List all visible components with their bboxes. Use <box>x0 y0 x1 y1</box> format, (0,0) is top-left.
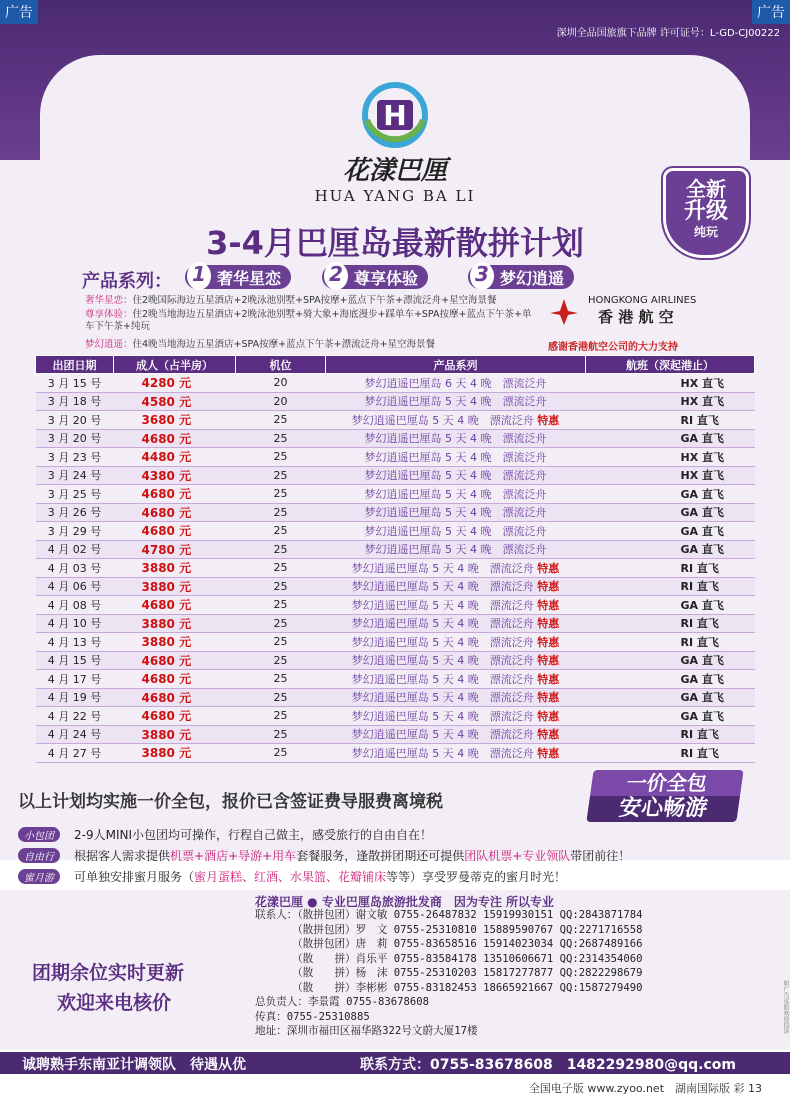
service-tag-1: 小包团 <box>18 827 60 842</box>
cell-price: 4680 元 <box>114 503 236 522</box>
allin-logo-line-2: 安心畅游 <box>586 796 740 822</box>
cell-seats: 25 <box>236 411 326 430</box>
special-tag: 特惠 <box>537 413 560 427</box>
series-num-3: 3 <box>470 262 494 290</box>
cell-seats: 25 <box>236 429 326 448</box>
cell-price: 4780 元 <box>114 540 236 559</box>
special-tag: 特惠 <box>537 672 560 686</box>
cell-seats: 25 <box>236 688 326 707</box>
cell-date: 3 月 23 号 <box>36 448 114 467</box>
table-row <box>36 522 755 541</box>
service-tag-3: 蜜月游 <box>18 869 60 884</box>
cell-price: 4680 元 <box>114 429 236 448</box>
left-slogan-1: 团期余位实时更新 <box>32 962 185 984</box>
cell-flight: RI 直飞 <box>586 744 755 763</box>
col-date: 出团日期 <box>36 356 114 374</box>
table-row <box>36 540 755 559</box>
cell-date: 4 月 15 号 <box>36 651 114 670</box>
series-desc-3: 梦幻逍遥：住4晚当地海边五星酒店+SPA按摩+蓝点下午茶+漂流泛舟+星空海景餐 <box>85 339 436 350</box>
badge-line-1: 全新 <box>686 177 726 201</box>
cell-price: 3880 元 <box>114 725 236 744</box>
cell-price: 3880 元 <box>114 577 236 596</box>
cell-date: 4 月 10 号 <box>36 614 114 633</box>
table-row <box>36 559 755 578</box>
brand-name-en: HUA YANG BA LI <box>314 187 476 205</box>
cell-date: 4 月 13 号 <box>36 633 114 652</box>
cell-date: 3 月 26 号 <box>36 503 114 522</box>
contact-line: 传真：0755-25310885 <box>255 1010 370 1023</box>
footer-contact: 联系方式：0755-83678608 1482292980@qq.com <box>360 1057 736 1073</box>
special-tag: 特惠 <box>537 598 560 612</box>
cell-price: 4680 元 <box>114 596 236 615</box>
series-name-2: 尊享体验 <box>354 269 419 288</box>
series-name-1: 奢华星恋 <box>217 269 282 288</box>
service-tag-2: 自由行 <box>18 848 60 863</box>
col-price: 成人（占半房） <box>114 356 236 374</box>
ad-label-left: 广告 <box>0 0 38 24</box>
cell-flight: RI 直飞 <box>586 633 755 652</box>
cell-date: 4 月 03 号 <box>36 559 114 578</box>
special-tag: 特惠 <box>537 691 560 705</box>
cell-product: 梦幻逍遥巴厘岛 5 天 4 晚 漂流泛舟 <box>326 429 586 448</box>
cell-date: 3 月 29 号 <box>36 522 114 541</box>
brand-name-cn: 花漾巴厘 <box>342 156 447 186</box>
page-title: 3-4月巴厘岛最新散拼计划 <box>206 224 584 262</box>
cell-price: 4680 元 <box>114 522 236 541</box>
table-row <box>36 614 755 633</box>
cell-date: 3 月 24 号 <box>36 466 114 485</box>
cell-seats: 25 <box>236 522 326 541</box>
cell-date: 4 月 19 号 <box>36 688 114 707</box>
contact-line: 总负责人：李景霞 0755-83678608 <box>255 996 430 1008</box>
logo-letter: H <box>383 99 407 132</box>
cell-flight: RI 直飞 <box>586 725 755 744</box>
cell-flight: RI 直飞 <box>586 559 755 578</box>
cell-seats: 25 <box>236 540 326 559</box>
table-row <box>36 596 755 615</box>
series-pill-2 <box>322 262 428 289</box>
table-row <box>36 670 755 689</box>
cell-flight: GA 直飞 <box>586 651 755 670</box>
cell-product: 梦幻逍遥巴厘岛 5 天 4 晚 漂流泛舟 特惠 <box>326 633 586 652</box>
left-slogan <box>32 958 184 1018</box>
cell-product: 梦幻逍遥巴厘岛 5 天 4 晚 漂流泛舟 特惠 <box>326 614 586 633</box>
cell-price: 4680 元 <box>114 707 236 726</box>
cell-seats: 25 <box>236 485 326 504</box>
allin-logo-line-1: 一价全包 <box>590 770 744 796</box>
cell-product: 梦幻逍遥巴厘岛 5 天 4 晚 漂流泛舟 特惠 <box>326 411 586 430</box>
cell-seats: 25 <box>236 707 326 726</box>
all-inclusive-note: 以上计划均实施一价全包，报价已含签证费导服费离境税 <box>18 792 443 812</box>
contact-line: （散 拼）杨 沫 0755-25310203 15817277877 QQ:2822298679 <box>255 967 643 979</box>
contact-list <box>255 908 643 1039</box>
cell-flight: HX 直飞 <box>586 392 755 411</box>
cell-price: 4680 元 <box>114 485 236 504</box>
series-num-2: 2 <box>324 262 348 290</box>
cell-product: 梦幻逍遥巴厘岛 5 天 4 晚 漂流泛舟 特惠 <box>326 651 586 670</box>
series-name-3: 梦幻逍遥 <box>500 269 565 288</box>
cell-product: 梦幻逍遥巴厘岛 6 天 4 晚 漂流泛舟 <box>326 374 586 393</box>
cell-date: 4 月 02 号 <box>36 540 114 559</box>
table-row <box>36 392 755 411</box>
table-row <box>36 707 755 726</box>
cell-flight: GA 直飞 <box>586 485 755 504</box>
table-row <box>36 688 755 707</box>
badge-line-3: 纯玩 <box>693 225 718 239</box>
table-row <box>36 651 755 670</box>
table-row <box>36 411 755 430</box>
cell-flight: RI 直飞 <box>586 411 755 430</box>
cell-price: 4680 元 <box>114 651 236 670</box>
cell-seats: 25 <box>236 744 326 763</box>
badge-line-2: 升级 <box>683 199 728 224</box>
special-tag: 特惠 <box>537 635 560 649</box>
contact-line: （散 拼）李彬彬 0755-83182453 18665921667 QQ:1587279490 <box>255 981 643 994</box>
cell-flight: HX 直飞 <box>586 448 755 467</box>
table-row <box>36 429 755 448</box>
cell-seats: 25 <box>236 577 326 596</box>
col-product: 产品系列 <box>326 356 586 374</box>
special-tag: 特惠 <box>537 617 560 631</box>
contact-line: （散 拼）肖乐平 0755-83584178 13510606671 QQ:2314354060 <box>255 952 643 965</box>
cell-seats: 25 <box>236 448 326 467</box>
cell-date: 4 月 27 号 <box>36 744 114 763</box>
cell-flight: GA 直飞 <box>586 429 755 448</box>
cell-product: 梦幻逍遥巴厘岛 5 天 4 晚 漂流泛舟 <box>326 466 586 485</box>
contact-line: （散拼包团）罗 文 0755-25310810 15889590767 QQ:2271716558 <box>255 923 643 936</box>
edition-info: 全国电子版 www.zyoo.net 湖南国际版 彩 13 <box>528 1082 762 1095</box>
cell-seats: 25 <box>236 725 326 744</box>
cell-product: 梦幻逍遥巴厘岛 5 天 4 晚 漂流泛舟 特惠 <box>326 670 586 689</box>
brand-logo-icon <box>355 80 435 150</box>
series-label: 产品系列： <box>82 271 172 292</box>
cell-product: 梦幻逍遥巴厘岛 5 天 4 晚 漂流泛舟 <box>326 540 586 559</box>
license-text: 深圳全品国旅旗下品牌 许可证号：L-GD-CJ00222 <box>556 28 780 39</box>
cell-flight: GA 直飞 <box>586 522 755 541</box>
cell-price: 3880 元 <box>114 633 236 652</box>
table-row <box>36 744 755 763</box>
left-slogan-2: 欢迎来电核价 <box>57 992 172 1014</box>
table-row <box>36 725 755 744</box>
cell-date: 4 月 17 号 <box>36 670 114 689</box>
cell-flight: GA 直飞 <box>586 596 755 615</box>
special-tag: 特惠 <box>537 728 560 742</box>
special-tag: 特惠 <box>537 709 560 723</box>
cell-price: 4480 元 <box>114 448 236 467</box>
cell-price: 4380 元 <box>114 466 236 485</box>
cell-seats: 20 <box>236 392 326 411</box>
cell-flight: GA 直飞 <box>586 688 755 707</box>
cell-date: 4 月 06 号 <box>36 577 114 596</box>
cell-price: 3680 元 <box>114 411 236 430</box>
cell-seats: 25 <box>236 466 326 485</box>
col-seats: 机位 <box>236 356 326 374</box>
cell-date: 3 月 18 号 <box>36 392 114 411</box>
cell-seats: 25 <box>236 651 326 670</box>
table-row <box>36 448 755 467</box>
cell-seats: 25 <box>236 596 326 615</box>
special-tag: 特惠 <box>537 561 560 575</box>
airline-name-en: HONGKONG AIRLINES <box>588 295 697 306</box>
table-row <box>36 577 755 596</box>
cell-flight: RI 直飞 <box>586 614 755 633</box>
footer-bar <box>0 1052 790 1074</box>
cell-flight: HX 直飞 <box>586 466 755 485</box>
airline-thanks: 感谢香港航空公司的大力支持 <box>548 342 678 353</box>
footer-recruit: 诚聘熟手东南亚计调领队 待遇从优 <box>22 1057 246 1073</box>
special-tag: 特惠 <box>537 580 560 594</box>
cell-seats: 25 <box>236 559 326 578</box>
side-note: 如广告虚假欢迎投诉 <box>782 980 789 1034</box>
cell-product: 梦幻逍遥巴厘岛 5 天 4 晚 漂流泛舟 <box>326 485 586 504</box>
cell-price: 4680 元 <box>114 688 236 707</box>
cell-seats: 20 <box>236 374 326 393</box>
cell-date: 4 月 08 号 <box>36 596 114 615</box>
table-row <box>36 633 755 652</box>
cell-flight: GA 直飞 <box>586 670 755 689</box>
series-desc-2: 尊享体验：住2晚当地海边五星酒店+2晚泳池别墅+骑大象+海底漫步+踩单车+SPA按摩+蓝点下午茶+单车下午茶+纯玩 <box>85 309 532 332</box>
cell-date: 3 月 20 号 <box>36 411 114 430</box>
service-small-group: 小包团 2-9人MINI小包团均可操作，行程自己做主，感受旅行的自由自在！ <box>18 826 432 843</box>
cell-seats: 25 <box>236 614 326 633</box>
col-flight: 航班（深起港止） <box>586 356 755 374</box>
cell-product: 梦幻逍遥巴厘岛 5 天 4 晚 漂流泛舟 特惠 <box>326 688 586 707</box>
cell-date: 3 月 25 号 <box>36 485 114 504</box>
cell-date: 3 月 20 号 <box>36 429 114 448</box>
airline-logo <box>548 295 738 327</box>
table-row <box>36 466 755 485</box>
cell-product: 梦幻逍遥巴厘岛 5 天 4 晚 漂流泛舟 <box>326 392 586 411</box>
schedule-table <box>35 355 755 763</box>
cell-flight: GA 直飞 <box>586 707 755 726</box>
special-tag: 特惠 <box>537 746 560 760</box>
cell-price: 4580 元 <box>114 392 236 411</box>
service-honeymoon: 蜜月游 可单独安排蜜月服务（蜜月蛋糕、红酒、水果篮、花瓣铺床等等）享受罗曼蒂克的蜜月时光！ <box>18 868 566 885</box>
series-pill-3 <box>468 262 574 289</box>
cell-price: 4280 元 <box>114 374 236 393</box>
series-num-1: 1 <box>187 262 211 290</box>
series-pill-1 <box>185 262 291 289</box>
cell-product: 梦幻逍遥巴厘岛 5 天 4 晚 漂流泛舟 特惠 <box>326 725 586 744</box>
ad-label-right: 广告 <box>752 0 790 24</box>
contact-line: 联系人：（散拼包团）谢文敏 0755-26487832 15919930151 QQ:2843871784 <box>255 909 643 921</box>
airline-emblem-icon <box>548 297 580 327</box>
cell-product: 梦幻逍遥巴厘岛 5 天 4 晚 漂流泛舟 特惠 <box>326 577 586 596</box>
cell-date: 3 月 15 号 <box>36 374 114 393</box>
cell-price: 3880 元 <box>114 559 236 578</box>
airline-name-cn: 香 港 航 空 <box>598 308 674 326</box>
cell-product: 梦幻逍遥巴厘岛 5 天 4 晚 漂流泛舟 特惠 <box>326 559 586 578</box>
service-free-travel: 自由行 根据客人需求提供机票+酒店+导游+用车套餐服务，逢散拼团期还可提供团队机票+专业领队带团前往！ <box>18 847 630 864</box>
cell-product: 梦幻逍遥巴厘岛 5 天 4 晚 漂流泛舟 <box>326 522 586 541</box>
cell-flight: HX 直飞 <box>586 374 755 393</box>
cell-date: 4 月 22 号 <box>36 707 114 726</box>
cell-flight: RI 直飞 <box>586 577 755 596</box>
cell-product: 梦幻逍遥巴厘岛 5 天 4 晚 漂流泛舟 特惠 <box>326 596 586 615</box>
cell-flight: GA 直飞 <box>586 540 755 559</box>
cell-product: 梦幻逍遥巴厘岛 5 天 4 晚 漂流泛舟 特惠 <box>326 707 586 726</box>
cell-product: 梦幻逍遥巴厘岛 5 天 4 晚 漂流泛舟 特惠 <box>326 744 586 763</box>
cell-seats: 25 <box>236 670 326 689</box>
cell-price: 3880 元 <box>114 744 236 763</box>
table-row <box>36 485 755 504</box>
cell-price: 4680 元 <box>114 670 236 689</box>
special-tag: 特惠 <box>537 654 560 668</box>
cell-date: 4 月 24 号 <box>36 725 114 744</box>
cell-product: 梦幻逍遥巴厘岛 5 天 4 晚 漂流泛舟 <box>326 448 586 467</box>
contact-title: 花漾巴厘 ● 专业巴厘岛旅游批发商 因为专注 所以专业 <box>255 895 555 909</box>
cell-product: 梦幻逍遥巴厘岛 5 天 4 晚 漂流泛舟 <box>326 503 586 522</box>
cell-price: 3880 元 <box>114 614 236 633</box>
cell-seats: 25 <box>236 633 326 652</box>
all-inclusive-logo <box>586 770 743 822</box>
contact-line: 地址：深圳市福田区福华路322号文蔚大厦17楼 <box>255 1025 478 1037</box>
cell-seats: 25 <box>236 503 326 522</box>
contact-line: （散拼包团）唐 莉 0755-83658516 15914023034 QQ:2687489166 <box>255 938 643 950</box>
series-desc-1: 奢华星恋：住2晚国际海边五星酒店+2晚泳池别墅+SPA按摩+蓝点下午茶+漂流泛舟+星空海景餐 <box>85 295 497 306</box>
table-row <box>36 503 755 522</box>
cell-flight: GA 直飞 <box>586 503 755 522</box>
table-row <box>36 374 755 393</box>
